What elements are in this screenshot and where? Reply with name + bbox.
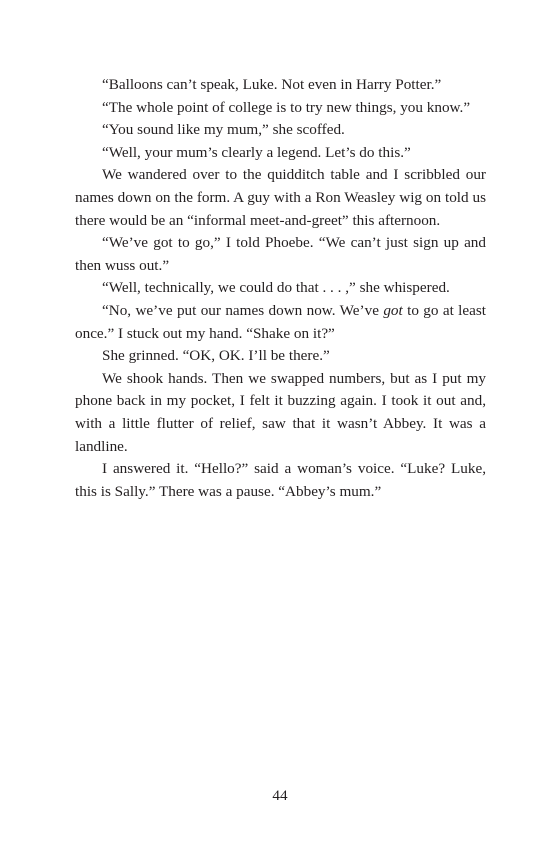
paragraph: “The whole point of college is to try new things, you know.” xyxy=(102,98,471,116)
paragraph: We shook hands. Then we swapped numbers, but as I put my phone back in my pocket, I felt it buzzing again. I took it out and, with a little flutter of relief, saw that it wasn’t Abbey. It was a landline. xyxy=(75,369,486,455)
paragraph: She grinned. “OK, OK. I’ll be there.” xyxy=(102,347,330,365)
paragraph: “We’ve got to go,” I told Phoebe. “We can’t just sign up and then wuss out.” xyxy=(75,234,486,274)
paragraph: I answered it. “Hello?” said a woman’s voice. “Luke? Luke, this is Sally.” There was a pause. “Abbey’s mum.” xyxy=(75,460,486,500)
paragraph: We wandered over to the quidditch table and I scribbled our names down on the form. A guy with a Ron Weasley wig on told us there would be an “informal meet-and-greet” this afternoon. xyxy=(75,166,486,229)
body-text xyxy=(75,74,486,503)
paragraph-text: to go at least once.” I stuck out my hand. “Shake on it?” xyxy=(75,301,487,342)
page-number: 44 xyxy=(272,787,288,804)
emphasized-word: got xyxy=(383,301,403,319)
paragraph-text: “No, we’ve put our names down now. We’ve xyxy=(102,301,384,319)
paragraph xyxy=(75,300,486,345)
paragraph: “You sound like my mum,” she scoffed. xyxy=(102,121,345,139)
paragraph: “Well, your mum’s clearly a legend. Let’s do this.” xyxy=(102,143,411,161)
paragraph: “Well, technically, we could do that . . . ,” she whispered. xyxy=(102,279,450,297)
paragraph: “Balloons can’t speak, Luke. Not even in Harry Potter.” xyxy=(102,76,442,93)
